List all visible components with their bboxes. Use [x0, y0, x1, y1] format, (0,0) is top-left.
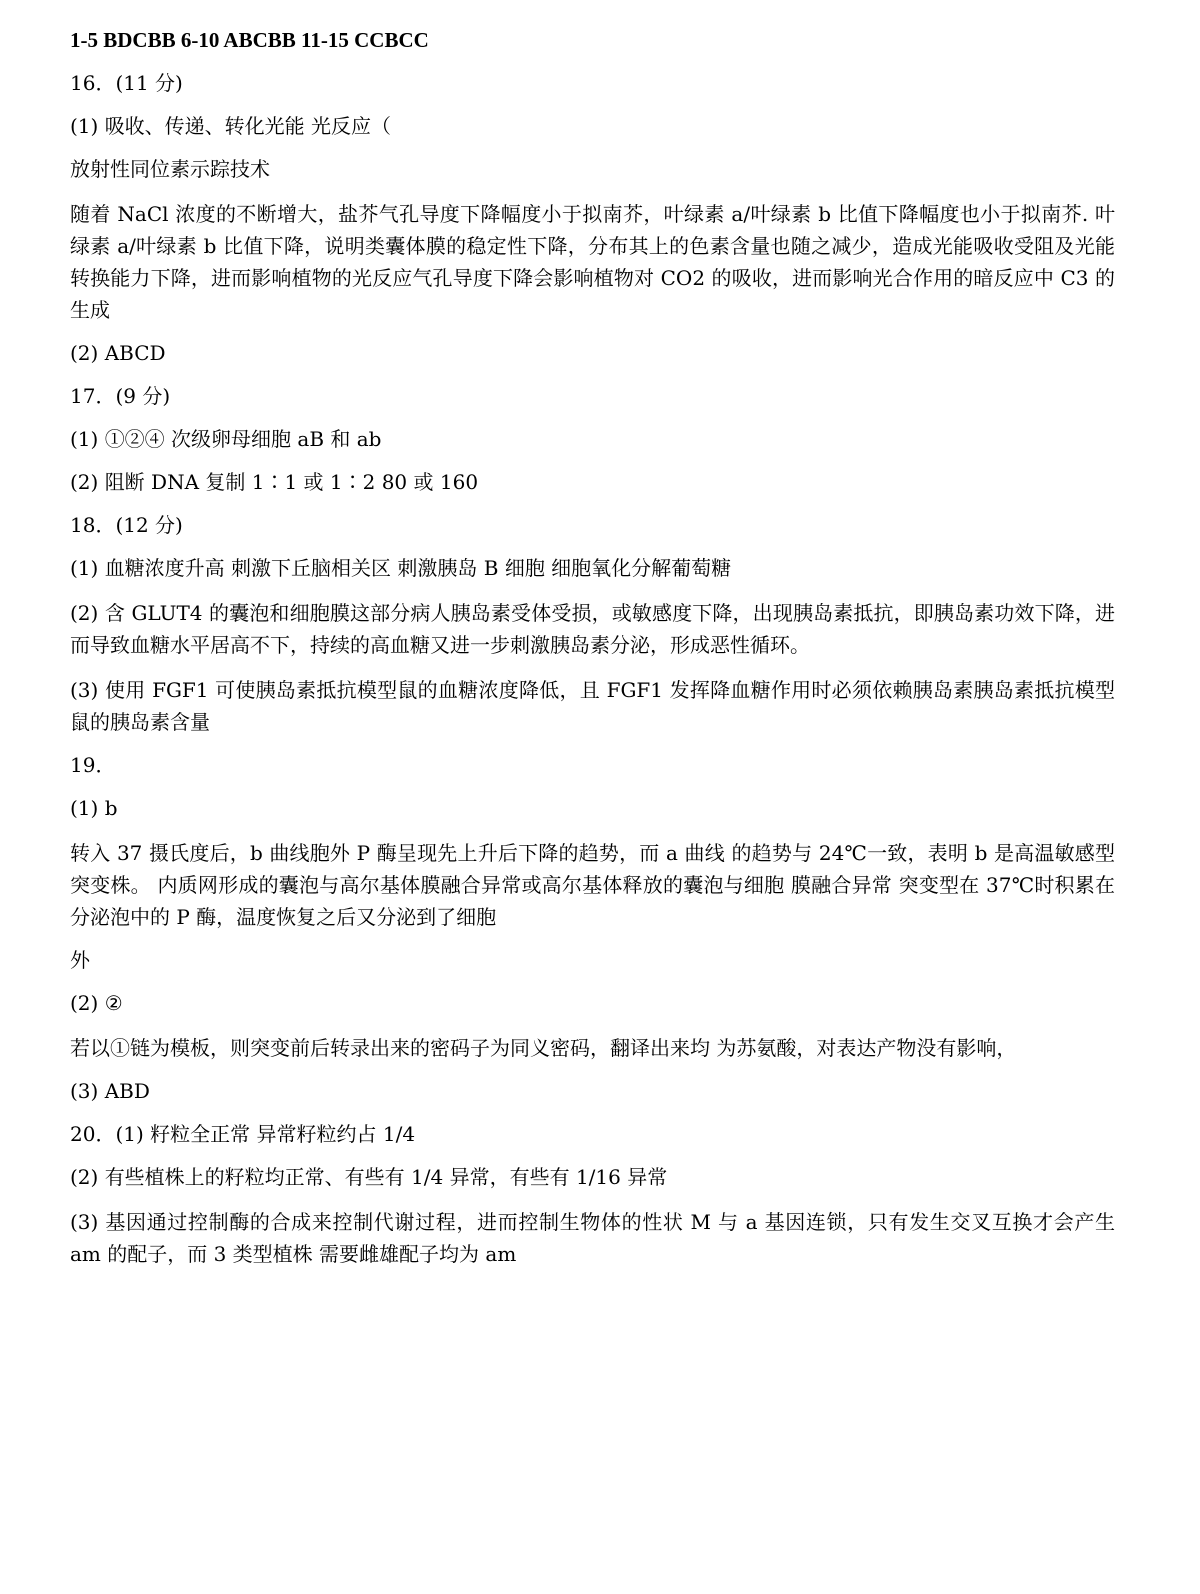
q19-part3: (3) ABD	[70, 1079, 150, 1103]
q17-part2: (2) 阻断 DNA 复制 1∶1 或 1∶2 80 或 160	[70, 470, 479, 494]
q16-part1: (1) 吸收、传递、转化光能 光反应（	[70, 114, 392, 138]
q19-part1: (1) b	[70, 796, 118, 820]
q20-part3: (3) 基因通过控制酶的合成来控制代谢过程，进而控制生物体的性状 M 与 a 基因连锁，只有发生交叉互换才会产生 am 的配子，而 3 类型植株 需要雌雄配子均为 am	[70, 1210, 1115, 1266]
q16-technique: 放射性同位素示踪技术	[70, 157, 270, 181]
answer-key-document	[70, 26, 1115, 1283]
q18-part1: (1) 血糖浓度升高 刺激下丘脑相关区 刺激胰岛 B 细胞 细胞氧化分解葡萄糖	[70, 556, 732, 580]
q19-heading: 19．	[70, 753, 116, 777]
q19-part2-explanation: 若以①链为模板，则突变前后转录出来的密码子为同义密码，翻译出来均 为苏氨酸，对表达产物没有影响，	[70, 1036, 1017, 1060]
q17-heading: 17．(9 分)	[70, 384, 171, 408]
q16-part2: (2) ABCD	[70, 341, 166, 365]
q19-explanation: 转入 37 摄氏度后，b 曲线胞外 P 酶呈现先上升后下降的趋势，而 a 曲线 的趋势与 24℃一致，表明 b 是高温敏感型突变株。 内质网形成的囊泡与高尔基体膜融合异常或高尔基体释放的囊泡与细胞 膜融合异常 突变型在 37℃时积累在分泌泡中的 P 酶，温度恢复之后又分泌到了细胞	[70, 841, 1115, 929]
q20-part2: (2) 有些植株上的籽粒均正常、有些有 1/4 异常，有些有 1/16 异常	[70, 1165, 668, 1189]
q18-part3: (3) 使用 FGF1 可使胰岛素抵抗模型鼠的血糖浓度降低，且 FGF1 发挥降血糖作用时必须依赖胰岛素胰岛素抵抗模型鼠的胰岛素含量	[70, 678, 1115, 734]
multiple-choice-answers: 1-5 BDCBB 6-10 ABCBB 11-15 CCBCC	[70, 28, 429, 52]
q19-explanation-tail: 外	[70, 948, 90, 972]
q18-part2: (2) 含 GLUT4 的囊泡和细胞膜这部分病人胰岛素受体受损，或敏感度下降，出现胰岛素抵抗，即胰岛素功效下降，进而导致血糖水平居高不下，持续的高血糖又进一步刺激胰岛素分泌，形成恶性循环。	[70, 601, 1115, 657]
q16-heading: 16．(11 分)	[70, 71, 183, 95]
q20-part1: 20．(1) 籽粒全正常 异常籽粒约占 1/4	[70, 1122, 416, 1146]
q16-explanation: 随着 NaCl 浓度的不断增大，盐芥气孔导度下降幅度小于拟南芥，叶绿素 a/叶绿素 b 比值下降幅度也小于拟南芥. 叶绿素 a/叶绿素 b 比值下降，说明类囊体膜的稳定性下降，分布其上的色素含量也随之减少，造成光能吸收受阻及光能转换能力下降，进而影响植物的光反应气孔导度下降会影响植物对 CO2 的吸收，进而影响光合作用的暗反应中 C3 的生成	[70, 202, 1115, 322]
q19-part2: (2) ②	[70, 991, 123, 1015]
q17-part1: (1) ①②④ 次级卵母细胞 aB 和 ab	[70, 427, 382, 451]
q18-heading: 18．(12 分)	[70, 513, 183, 537]
